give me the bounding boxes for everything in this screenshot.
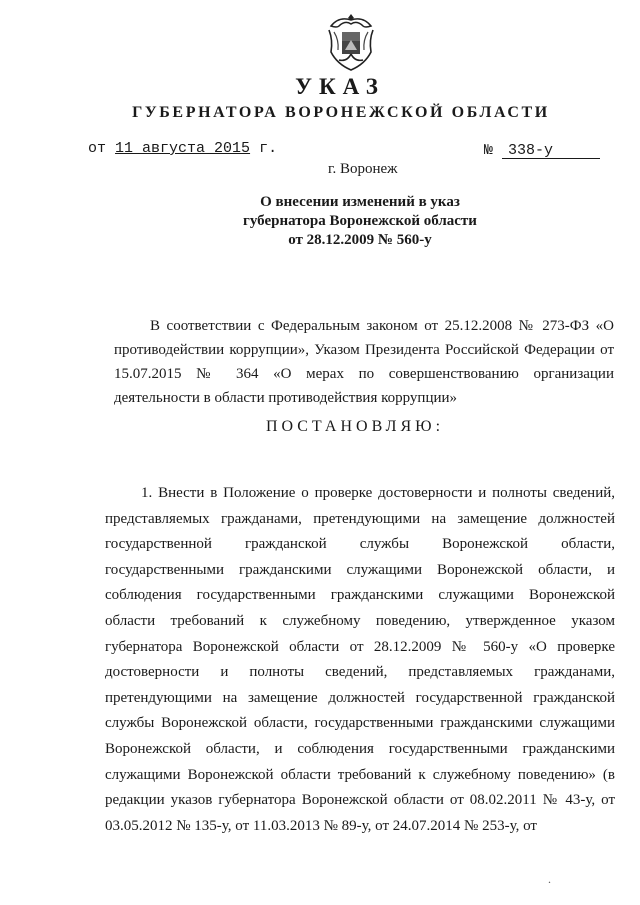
heading-line: от 28.12.2009 № 560-у (288, 232, 432, 248)
decree-word: ПОСТАНОВЛЯЮ: (265, 418, 445, 435)
document-date: 11 августа 2015 (115, 140, 251, 157)
city-name: г. Воронеж (328, 161, 398, 177)
date-suffix: г. (259, 140, 278, 157)
document-subtitle: ГУБЕРНАТОРА ВОРОНЕЖСКОЙ ОБЛАСТИ (132, 104, 550, 121)
date-prefix: от (88, 140, 107, 157)
heading-line: губернатора Воронежской области (243, 213, 477, 229)
preamble-paragraph: В соответствии с Федеральным законом от 25.12.2008 № 273-ФЗ «О противодействии коррупции», Указом Президента Российской Федерации от 15.07.2015 № 364 «О мерах по совершенствованию организации деятельности в области противодействия коррупции» (114, 318, 614, 406)
date-line (88, 140, 277, 157)
number-prefix: № (484, 142, 494, 159)
page-mark: . (548, 872, 551, 886)
document-title: УКАЗ (295, 74, 385, 99)
document-number: 338-у (502, 143, 600, 159)
number-line (484, 142, 600, 159)
clause-1-paragraph: 1. Внести в Положение о проверке достоверности и полноты сведений, представляемых гражданами, претендующими на замещение должностей государственной гражданской службы Воронежской области, государственными гражданскими служащими Воронежской области, и соблюдения государственными гражданскими служащими Воронежской области требований к служебному поведению, утвержденное указом губернатора Воронежской области от 28.12.2009 № 560-у «О проверке достоверности и полноты сведений, представляемых гражданами, претендующими на замещение должностей государственной гражданской службы Воронежской области, государственными гражданскими служащими Воронежской области, и соблюдения государственными гражданскими служащими Воронежской области требований к служебному поведению» (в редакции указов губернатора Воронежской области от 08.02.2011 № 43-у, от 03.05.2012 № 135-у, от 11.03.2013 № 89-у, от 24.07.2014 № 253-у, от (105, 485, 615, 834)
document-heading (180, 193, 540, 250)
coat-of-arms-icon (326, 10, 376, 72)
heading-line: О внесении изменений в указ (260, 194, 460, 210)
